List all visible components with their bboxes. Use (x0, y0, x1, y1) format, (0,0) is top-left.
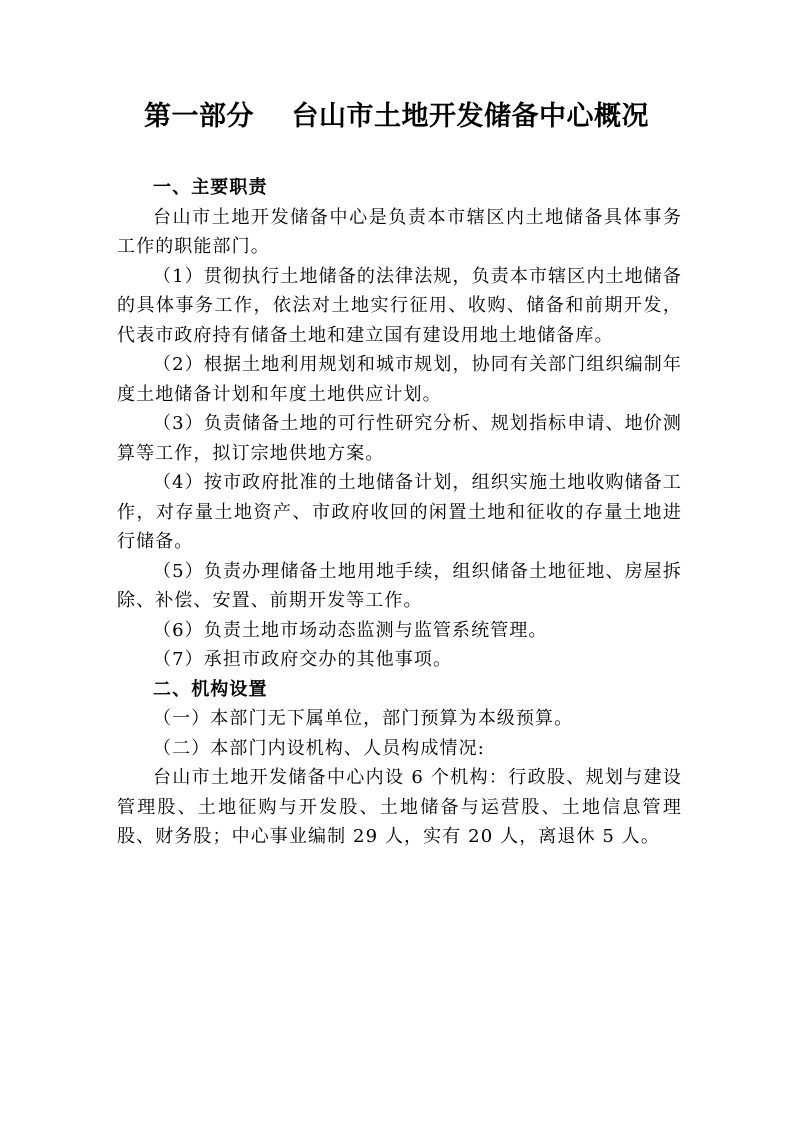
section-heading-organization: 二、机构设置 (153, 678, 268, 700)
paragraph-org-1: （一）本部门无下属单位，部门预算为本级预算。 (153, 708, 574, 729)
paragraph-org-detail: 台山市土地开发储备中心内设 6 个机构：行政股、规划与建设管理股、土地征购与开发股、土地储备与运营股、土地信息管理股、财务股；中心事业编制 29 人，实有 20 人，离退休 5 人。 (117, 767, 682, 847)
paragraph-duty-4: （4）按市政府批准的土地储备计划，组织实施土地收购储备工作，对存量土地资产、市政府收回的闲置土地和征收的存量土地进行储备。 (117, 472, 682, 552)
paragraph-duty-6: （6）负责土地市场动态监测与监管系统管理。 (153, 619, 548, 641)
paragraph-duty-1: （1）贯彻执行土地储备的法律法规，负责本市辖区内土地储备的具体事务工作，依法对土地实行征用、收购、储备和前期开发，代表市政府持有储备土地和建立国有建设用地土地储备库。 (117, 265, 682, 346)
paragraph-duty-7: （7）承担市政府交办的其他事项。 (153, 649, 453, 670)
paragraph-duty-5: （5）负责办理储备土地用地手续，组织储备土地征地、房屋拆除、补偿、安置、前期开发等工作。 (117, 560, 682, 611)
document-body (117, 173, 682, 852)
page-title: 第一部分 台山市土地开发储备中心概况 (144, 101, 649, 132)
paragraph-org-2: （二）本部门内设机构、人员构成情况: (153, 737, 485, 759)
paragraph-intro: 台山市土地开发储备中心是负责本市辖区内土地储备具体事务工作的职能部门。 (117, 206, 682, 257)
paragraph-duty-2: （2）根据土地利用规划和城市规划，协同有关部门组织编制年度土地储备计划和年度土地供应计划。 (117, 354, 682, 405)
section-heading-main-duties: 一、主要职责 (153, 177, 268, 198)
paragraph-duty-3: （3）负责储备土地的可行性研究分析、规划指标申请、地价测算等工作，拟订宗地供地方案。 (117, 413, 682, 464)
